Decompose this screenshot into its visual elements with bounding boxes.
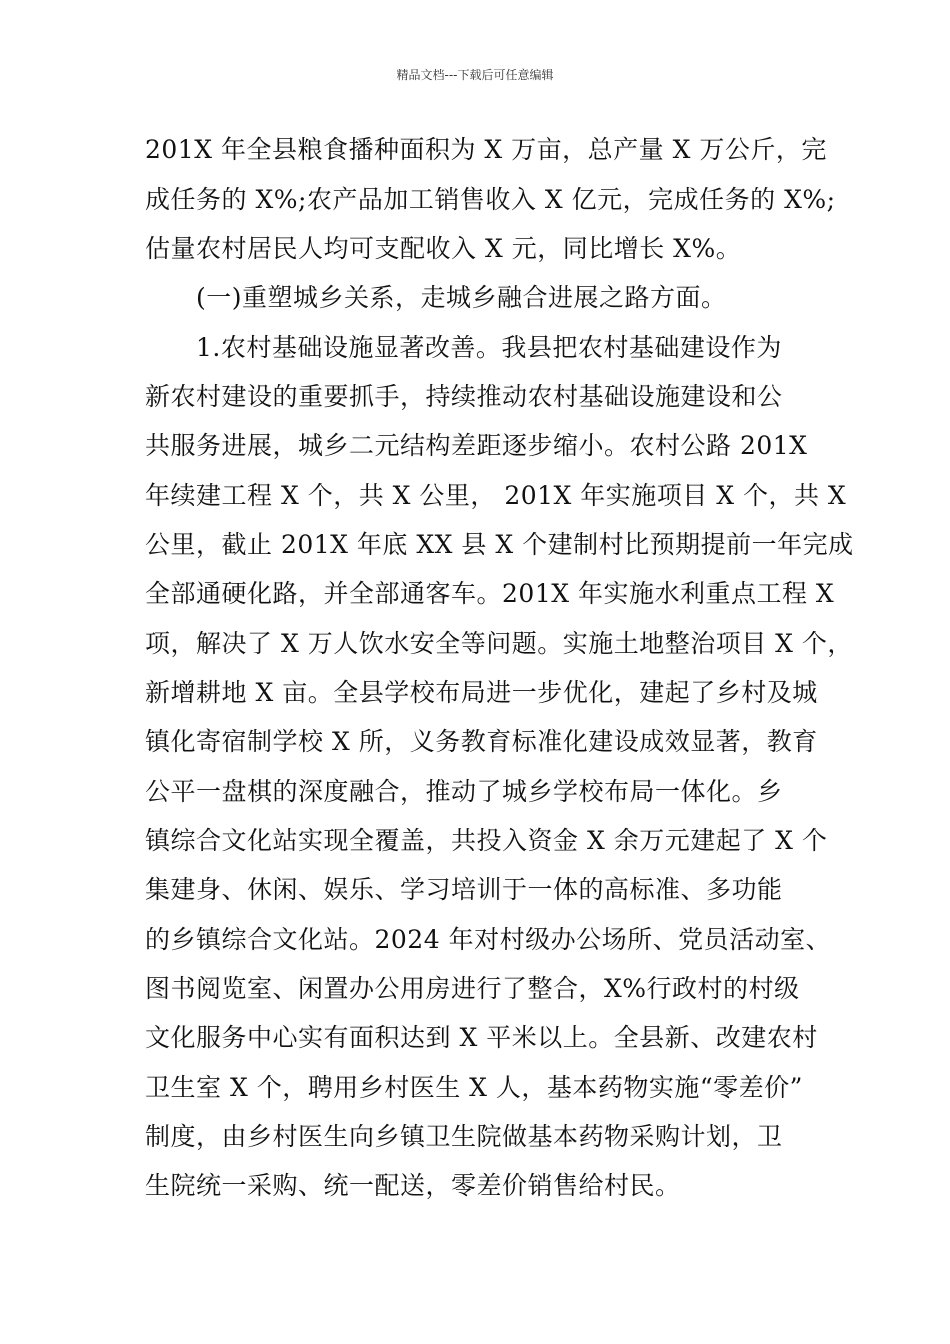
body-line: 共服务进展，城乡二元结构差距逐步缩小。农村公路 201X <box>145 431 808 460</box>
body-line: 估量农村居民人均可支配收入 X 元，同比增长 X%。 <box>145 234 742 263</box>
body-line: 的乡镇综合文化站。2024 年对村级办公场所、党员活动室、 <box>145 925 832 954</box>
body-line: 镇化寄宿制学校 X 所，义务教育标准化建设成效显著，教育 <box>145 727 818 756</box>
body-line: 新增耕地 X 亩。全县学校布局进一步优化，建起了乡村及城 <box>145 678 818 707</box>
body-line: 图书阅览室、闲置办公用房进行了整合，X%行政村的村级 <box>145 974 800 1003</box>
body-line: 文化服务中心实有面积达到 X 平米以上。全县新、改建农村 <box>145 1023 818 1052</box>
section-heading: (一)重塑城乡关系，走城乡融合进展之路方面。 <box>196 283 727 312</box>
paragraph-start: 1.农村基础设施显著改善。我县把农村基础建设作为 <box>196 333 782 362</box>
body-line: 生院统一采购、统一配送，零差价销售给村民。 <box>145 1171 681 1200</box>
body-line: 成任务的 X%;农产品加工销售收入 X 亿元，完成任务的 X%; <box>145 185 836 214</box>
body-line: 201X 年全县粮食播种面积为 X 万亩，总产量 X 万公斤，完 <box>145 135 827 164</box>
body-line: 项，解决了 X 万人饮水安全等问题。实施土地整治项目 X 个， <box>145 629 853 658</box>
body-line: 集建身、休闲、娱乐、学习培训于一体的高标准、多功能 <box>145 875 783 904</box>
body-line: 制度，由乡村医生向乡镇卫生院做基本药物采购计划，卫 <box>145 1122 783 1151</box>
body-line: 公平一盘棋的深度融合，推动了城乡学校布局一体化。乡 <box>145 777 783 806</box>
body-line: 镇综合文化站实现全覆盖，共投入资金 X 余万元建起了 X 个 <box>145 826 828 855</box>
body-line: 公里，截止 201X 年底 XX 县 X 个建制村比预期提前一年完成 <box>145 530 854 559</box>
page-header: 精品文档---下载后可任意编辑 <box>396 68 554 82</box>
body-line: 全部通硬化路，并全部通客车。201X 年实施水利重点工程 X <box>145 579 835 608</box>
body-line: 卫生室 X 个，聘用乡村医生 X 人，基本药物实施“零差价” <box>145 1073 803 1102</box>
body-line: 年续建工程 X 个，共 X 公里， 201X 年实施项目 X 个，共 X <box>145 481 847 510</box>
body-line: 新农村建设的重要抓手，持续推动农村基础设施建设和公 <box>145 382 783 411</box>
